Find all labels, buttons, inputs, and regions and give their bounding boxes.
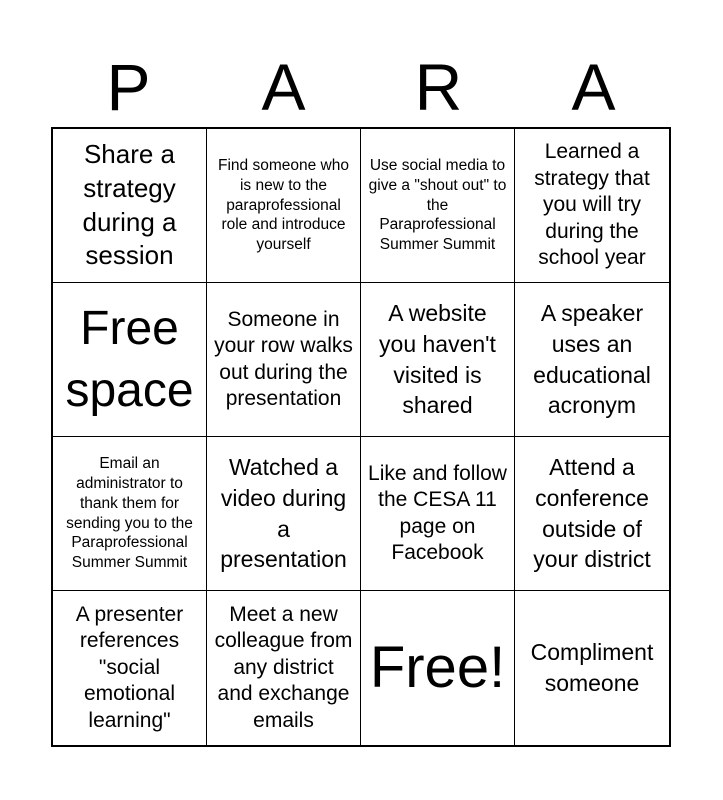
free-space-cell[interactable] <box>53 283 207 437</box>
cell-text: A presenter references "social emotional learning" <box>75 602 184 732</box>
bingo-cell[interactable] <box>207 591 361 745</box>
bingo-cell[interactable] <box>515 437 669 591</box>
bingo-cell[interactable] <box>53 591 207 745</box>
header-letter: P <box>106 50 151 124</box>
bingo-cell[interactable] <box>515 283 669 437</box>
bingo-cell[interactable] <box>361 129 515 283</box>
cell-text: A website you haven't visited is shared <box>379 300 496 419</box>
free-space-cell[interactable] <box>361 591 515 745</box>
bingo-cell[interactable] <box>53 129 207 283</box>
bingo-cell[interactable] <box>207 129 361 283</box>
cell-text: Find someone who is new to the paraprofessional role and introduce yourself <box>218 156 349 254</box>
bingo-board <box>51 127 671 747</box>
cell-text: Like and follow the CESA 11 page on Facebook <box>368 461 507 564</box>
bingo-cell[interactable] <box>207 437 361 591</box>
cell-text: Free! <box>369 635 506 701</box>
cell-text: Attend a conference outside of your district <box>533 454 651 573</box>
header-letter: A <box>571 50 616 124</box>
cell-text: Email an administrator to thank them for sending you to the Paraprofessional Summer Summit <box>66 455 193 572</box>
cell-text: Meet a new colleague from any district and exchange emails <box>214 602 353 732</box>
bingo-cell[interactable] <box>361 437 515 591</box>
cell-text: Someone in your row walks out during the presentation <box>214 307 353 410</box>
bingo-header <box>51 48 671 126</box>
cell-text: Learned a strategy that you will try during the school year <box>534 140 650 270</box>
header-letter: A <box>261 50 306 124</box>
cell-text: Free space <box>65 302 194 417</box>
cell-text: Use social media to give a "shout out" to the Paraprofessional Summer Summit <box>368 156 507 254</box>
bingo-cell[interactable] <box>361 283 515 437</box>
bingo-cell[interactable] <box>515 129 669 283</box>
cell-text: Compliment someone <box>530 639 654 696</box>
bingo-cell[interactable] <box>53 437 207 591</box>
cell-text: A speaker uses an educational acronym <box>533 300 651 419</box>
cell-text: Watched a video during a presentation <box>220 454 347 573</box>
header-letter: R <box>414 50 463 124</box>
bingo-cell[interactable] <box>207 283 361 437</box>
cell-text: Share a strategy during a session <box>82 138 177 271</box>
bingo-cell[interactable] <box>515 591 669 745</box>
